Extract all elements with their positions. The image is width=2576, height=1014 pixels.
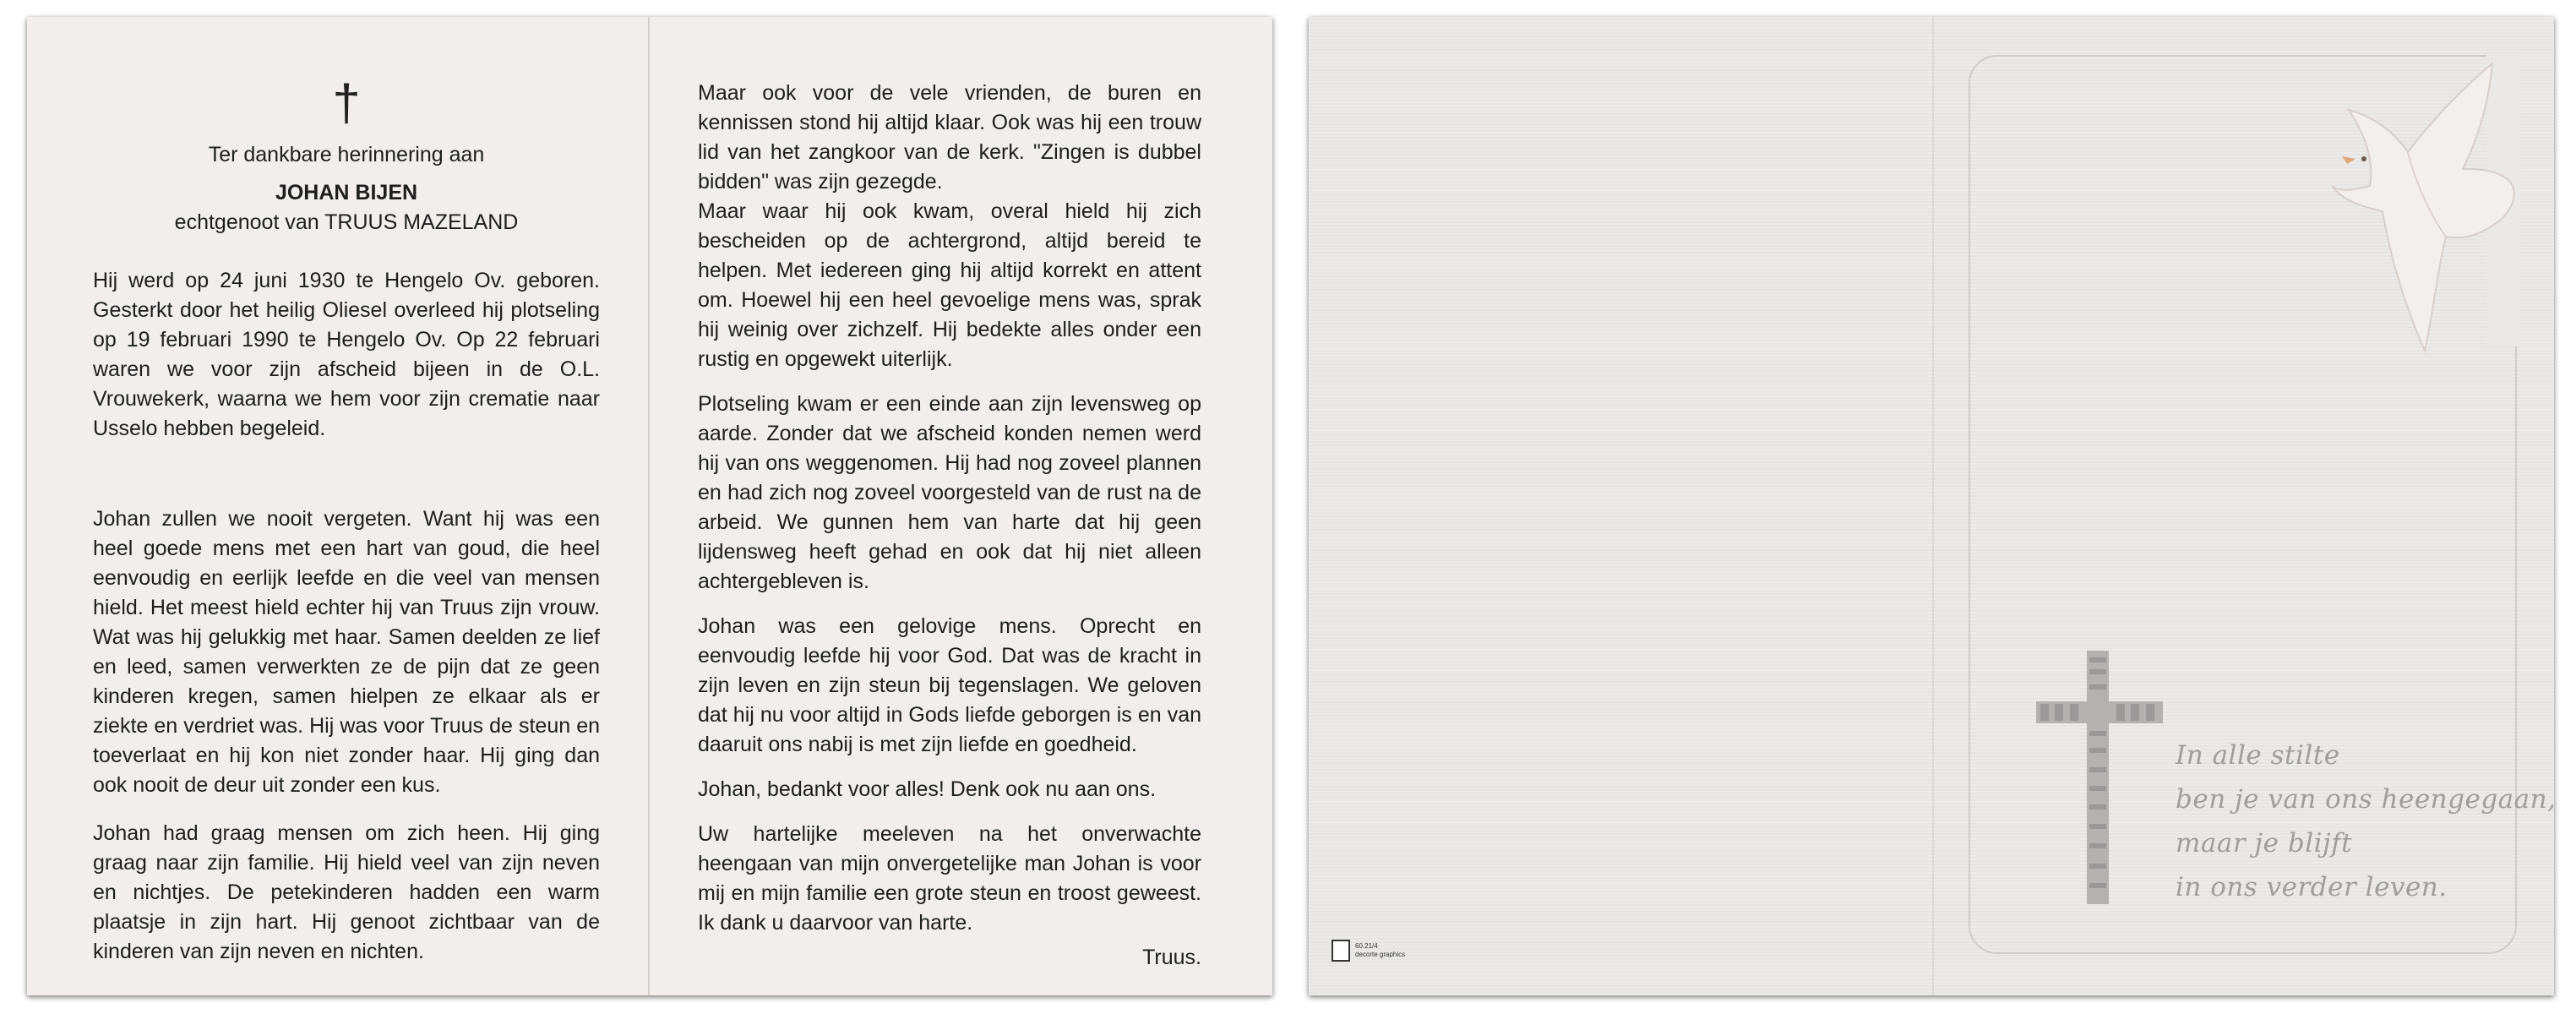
cover-poem xyxy=(2176,733,2557,909)
publisher-name: decorte graphics xyxy=(1355,951,1406,958)
deceased-name: JOHAN BIJEN xyxy=(275,181,418,204)
cross-symbol: † xyxy=(332,74,361,131)
paragraph-thanks: Johan, bedankt voor alles! Denk ook nu aan ons. xyxy=(698,777,1157,801)
poem-line: in ons verder leven. xyxy=(2176,872,2448,902)
paragraph-sudden-end: Plotseling kwam er een einde aan zijn levensweg op aarde. Zonder dat we afscheid konden nemen werd hij van ons weggenomen. Hij had nog zoveel plannen en had zich nog zoveel voorgesteld van de rust na de arbeid. We gunnen hem van harte dat hij geen lijdensweg heeft gehad en ook dat hij niet alleen achtergebleven is. xyxy=(698,392,1201,593)
publisher-code: 60.21/4 xyxy=(1355,942,1378,950)
poem-line: maar je blijft xyxy=(2176,828,2353,859)
mosaic-cross-icon xyxy=(2036,651,2163,904)
paragraph-character: Johan zullen we nooit vergeten. Want hij was een heel goede mens met een hart van goud, die heel eenvoudig en eerlijk leefde en die veel van mensen hield. Het meest hield echter hij van Truus zijn vrouw. Wat was hij gelukkig met haar. Samen deelden ze lief en leed, samen verwerkten ze de pijn dat ze geen kinderen kregen, samen hielpen ze elkaar als er ziekte en verdriet was. Hij was voor Truus de steun en toeverlaat en hij kon niet zonder haar. Hij ging dan ook nooit de deur uit zonder een kus. xyxy=(93,507,600,797)
inner-right-panel xyxy=(698,79,1201,973)
inner-left-panel xyxy=(93,74,600,967)
signature: Truus. xyxy=(1142,946,1201,969)
fold-line xyxy=(648,17,650,995)
publisher-logo-icon xyxy=(1332,940,1350,962)
publisher-mark xyxy=(1332,940,1405,962)
paragraph-modest: Maar waar hij ook kwam, overal hield hij zich bescheiden op de achtergrond, altijd bereid te helpen. Met iedereen ging hij altijd korrekt en attent om. Hoewel hij een heel gevoelige mens was, sprak hij weinig over zichzelf. Hij bedekte alles onder een rustig en opgewekt uiterlijk. xyxy=(698,199,1201,371)
intro-line: Ter dankbare herinnering aan xyxy=(208,143,485,166)
dove-icon xyxy=(2264,59,2518,363)
poem-line: In alle stilte xyxy=(2176,740,2340,771)
spouse-line: echtgenoot van TRUUS MAZELAND xyxy=(174,210,519,234)
poem-line: ben je van ons heengegaan, xyxy=(2176,784,2557,815)
paragraph-birth-death: Hij werd op 24 juni 1930 te Hengelo Ov. geboren. Gesterkt door het heilig Oliesel overleed hij plotseling op 19 februari 1990 te Hengelo Ov. Op 22 februari waren we voor zijn afscheid bijeen in de O.L. Vrouwekerk, waarna we hem voor zijn crematie naar Usselo hebben begeleid. xyxy=(93,269,600,440)
paragraph-faith: Johan was een gelovige mens. Oprecht en eenvoudig leefde hij voor God. Dat was de kracht in zijn leven en zijn steun bij tegenslagen. We geloven dat hij nu voor altijd in Gods liefde geborgen is en van daaruit ons nabij is met zijn liefde en goedheid. xyxy=(698,614,1201,756)
fold-line xyxy=(1932,17,1934,995)
paragraph-gratitude: Uw hartelijke meeleven na het onverwachte heengaan van mijn onvergetelijke man Johan is voor mij en mijn familie een grote steun en troost geweest. Ik dank u daarvoor van harte. xyxy=(698,822,1201,935)
paragraph-family: Johan had graag mensen om zich heen. Hij ging graag naar zijn familie. Hij hield veel van zijn neven en nichtjes. De petekinderen hadden een warm plaatsje in zijn hart. Hij genoot zichtbaar van de kinderen van zijn neven en nichten. xyxy=(93,821,600,963)
paragraph-friends: Maar ook voor de vele vrienden, de buren en kennissen stond hij altijd klaar. Ook was hij een trouw lid van het zangkoor van de kerk. "Zingen is dubbel bidden" was zijn gezegde. xyxy=(698,81,1201,194)
